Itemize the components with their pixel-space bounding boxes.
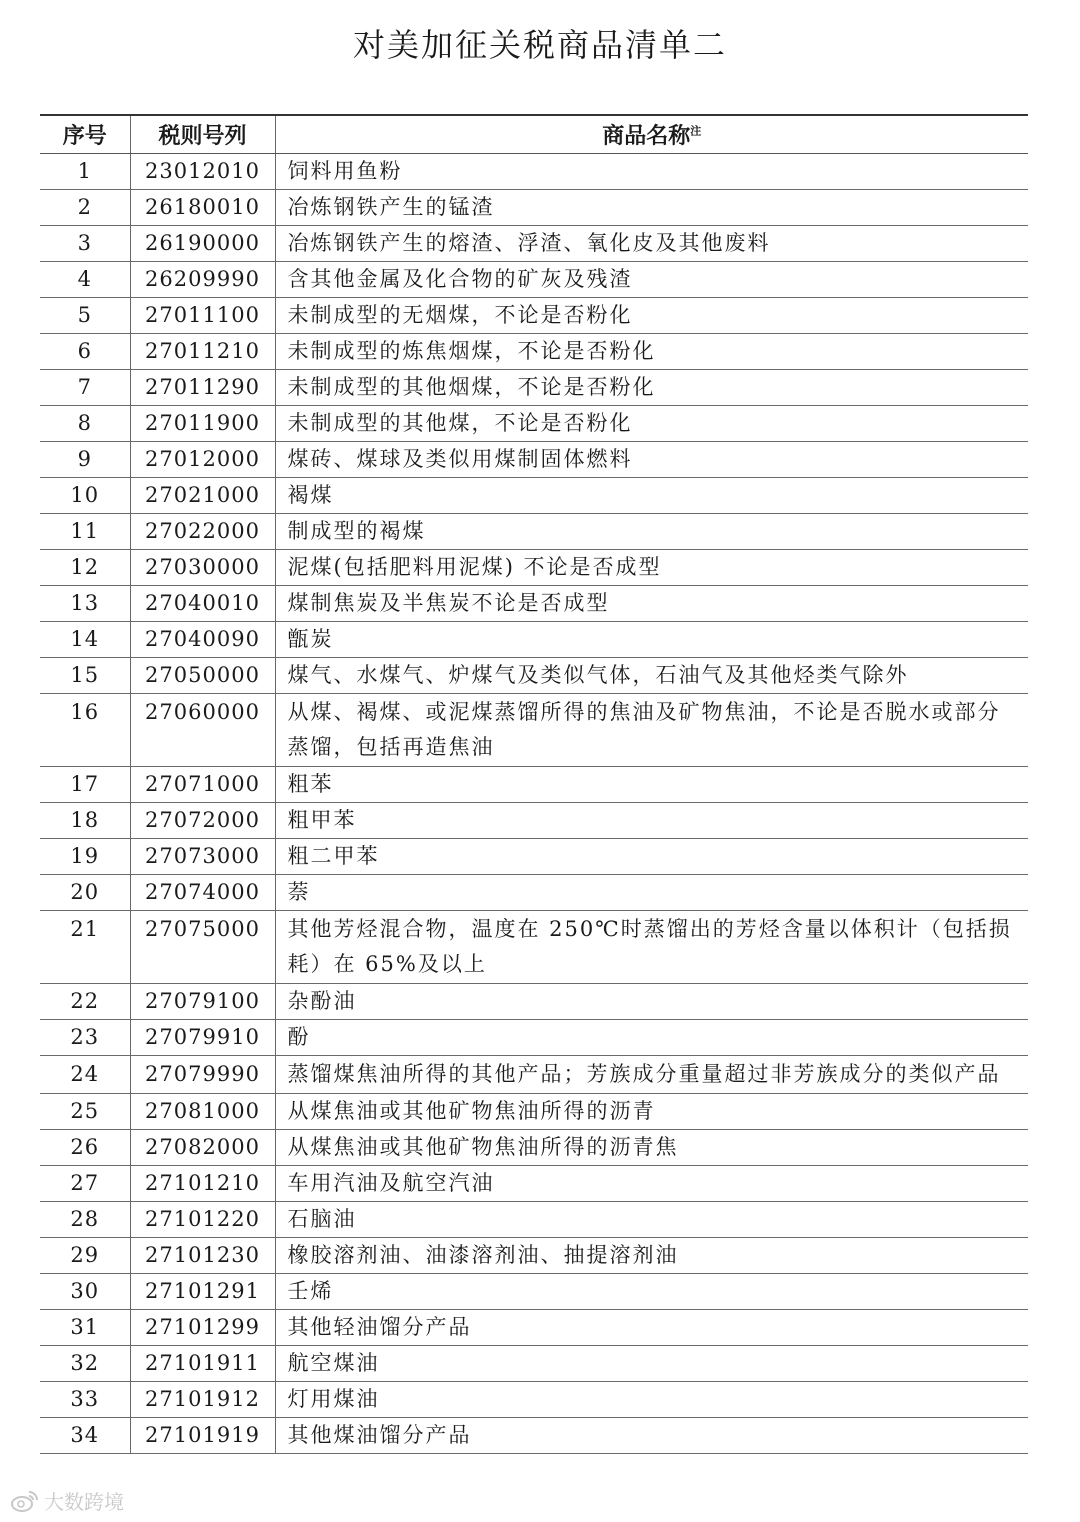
row-tariff-code: 27101911 (130, 1346, 275, 1382)
table-row (40, 694, 1028, 767)
row-product-name: 制成型的褐煤 (275, 514, 1028, 550)
row-product-name: 壬烯 (275, 1274, 1028, 1310)
table-row (40, 1382, 1028, 1418)
row-tariff-code: 27079100 (130, 984, 275, 1020)
row-product-name: 其他煤油馏分产品 (275, 1418, 1028, 1454)
table-row (40, 1020, 1028, 1056)
row-serial-number: 15 (40, 658, 130, 694)
table-row (40, 1418, 1028, 1454)
row-serial-number: 28 (40, 1202, 130, 1238)
row-tariff-code: 27021000 (130, 478, 275, 514)
row-serial-number: 9 (40, 442, 130, 478)
row-tariff-code: 27011900 (130, 406, 275, 442)
table-row (40, 1274, 1028, 1310)
row-serial-number: 19 (40, 839, 130, 875)
row-product-name: 未制成型的炼焦烟煤，不论是否粉化 (275, 334, 1028, 370)
table-row (40, 478, 1028, 514)
header-tariff-code: 税则号列 (130, 115, 275, 154)
row-tariff-code: 27040010 (130, 586, 275, 622)
row-serial-number: 6 (40, 334, 130, 370)
row-tariff-code: 27073000 (130, 839, 275, 875)
table-row (40, 1094, 1028, 1130)
table-row (40, 984, 1028, 1020)
row-tariff-code: 27101220 (130, 1202, 275, 1238)
row-product-name: 粗二甲苯 (275, 839, 1028, 875)
table-row (40, 370, 1028, 406)
row-product-name: 其他轻油馏分产品 (275, 1310, 1028, 1346)
row-tariff-code: 27079910 (130, 1020, 275, 1056)
page-title: 对美加征关税商品清单二 (352, 26, 727, 64)
row-tariff-code: 27071000 (130, 767, 275, 803)
table-row (40, 1202, 1028, 1238)
row-tariff-code: 27101210 (130, 1166, 275, 1202)
row-serial-number: 33 (40, 1382, 130, 1418)
row-serial-number: 18 (40, 803, 130, 839)
table-row (40, 406, 1028, 442)
row-serial-number: 22 (40, 984, 130, 1020)
row-serial-number: 4 (40, 262, 130, 298)
table-row (40, 1130, 1028, 1166)
row-tariff-code: 27081000 (130, 1094, 275, 1130)
watermark (10, 1486, 124, 1515)
row-serial-number: 12 (40, 550, 130, 586)
row-serial-number: 23 (40, 1020, 130, 1056)
header-product-name: 商品名称$^注$ (275, 115, 1028, 154)
table-row (40, 875, 1028, 911)
row-serial-number: 1 (40, 154, 130, 190)
row-tariff-code: 27082000 (130, 1130, 275, 1166)
table-row (40, 226, 1028, 262)
row-serial-number: 29 (40, 1238, 130, 1274)
row-serial-number: 25 (40, 1094, 130, 1130)
header-note-mark: 注 (690, 124, 702, 138)
table-row (40, 442, 1028, 478)
row-tariff-code: 27060000 (130, 694, 275, 767)
row-product-name: 饲料用鱼粉 (275, 154, 1028, 190)
row-product-name: 萘 (275, 875, 1028, 911)
row-tariff-code: 26190000 (130, 226, 275, 262)
row-product-name: 未制成型的无烟煤，不论是否粉化 (275, 298, 1028, 334)
table-row (40, 1346, 1028, 1382)
row-serial-number: 17 (40, 767, 130, 803)
table-row (40, 1056, 1028, 1094)
table-row (40, 334, 1028, 370)
row-product-name: 杂酚油 (275, 984, 1028, 1020)
table-body (40, 154, 1028, 1454)
row-tariff-code: 27101291 (130, 1274, 275, 1310)
row-product-name: 褐煤 (275, 478, 1028, 514)
row-product-name: 从煤焦油或其他矿物焦油所得的沥青焦 (275, 1130, 1028, 1166)
row-tariff-code: 27072000 (130, 803, 275, 839)
table-row (40, 154, 1028, 190)
table-row (40, 586, 1028, 622)
row-serial-number: 11 (40, 514, 130, 550)
row-tariff-code: 27011210 (130, 334, 275, 370)
row-tariff-code: 27022000 (130, 514, 275, 550)
header-serial-number: 序号 (40, 115, 130, 154)
row-serial-number: 13 (40, 586, 130, 622)
table-row (40, 262, 1028, 298)
row-serial-number: 24 (40, 1056, 130, 1094)
row-tariff-code: 27101299 (130, 1310, 275, 1346)
row-serial-number: 10 (40, 478, 130, 514)
row-tariff-code: 27075000 (130, 911, 275, 984)
table-row (40, 550, 1028, 586)
row-tariff-code: 26209990 (130, 262, 275, 298)
row-tariff-code: 27101230 (130, 1238, 275, 1274)
table-row (40, 622, 1028, 658)
row-tariff-code: 27101919 (130, 1418, 275, 1454)
row-serial-number: 8 (40, 406, 130, 442)
row-product-name: 航空煤油 (275, 1346, 1028, 1382)
table-row (40, 190, 1028, 226)
row-serial-number: 30 (40, 1274, 130, 1310)
row-product-name: 煤制焦炭及半焦炭不论是否成型 (275, 586, 1028, 622)
row-tariff-code: 27011100 (130, 298, 275, 334)
row-tariff-code: 27012000 (130, 442, 275, 478)
table-row (40, 911, 1028, 984)
row-product-name: 从煤、褐煤、或泥煤蒸馏所得的焦油及矿物焦油，不论是否脱水或部分蒸馏，包括再造焦油 (275, 694, 1028, 767)
row-serial-number: 3 (40, 226, 130, 262)
row-product-name: 蒸馏煤焦油所得的其他产品；芳族成分重量超过非芳族成分的类似产品 (275, 1056, 1028, 1094)
table-row (40, 298, 1028, 334)
row-product-name: 未制成型的其他烟煤，不论是否粉化 (275, 370, 1028, 406)
row-serial-number: 27 (40, 1166, 130, 1202)
row-tariff-code: 26180010 (130, 190, 275, 226)
row-tariff-code: 27050000 (130, 658, 275, 694)
row-product-name: 其他芳烃混合物，温度在 250℃时蒸馏出的芳烃含量以体积计（包括损耗）在 65%及以上 (275, 911, 1028, 984)
row-product-name: 煤气、水煤气、炉煤气及类似气体，石油气及其他烃类气除外 (275, 658, 1028, 694)
table-row (40, 1310, 1028, 1346)
table-row (40, 767, 1028, 803)
watermark-text: 大数跨境 (44, 1490, 124, 1514)
row-product-name: 冶炼钢铁产生的熔渣、浮渣、氧化皮及其他废料 (275, 226, 1028, 262)
row-tariff-code: 27011290 (130, 370, 275, 406)
row-tariff-code: 27079990 (130, 1056, 275, 1094)
table-row (40, 839, 1028, 875)
row-product-name: 未制成型的其他煤，不论是否粉化 (275, 406, 1028, 442)
table-row (40, 658, 1028, 694)
row-serial-number: 16 (40, 694, 130, 767)
row-serial-number: 5 (40, 298, 130, 334)
row-serial-number: 34 (40, 1418, 130, 1454)
row-serial-number: 7 (40, 370, 130, 406)
row-tariff-code: 27040090 (130, 622, 275, 658)
table-header-row (40, 115, 1028, 154)
row-product-name: 含其他金属及化合物的矿灰及残渣 (275, 262, 1028, 298)
table-row (40, 803, 1028, 839)
row-product-name: 冶炼钢铁产生的锰渣 (275, 190, 1028, 226)
row-tariff-code: 27074000 (130, 875, 275, 911)
row-serial-number: 14 (40, 622, 130, 658)
table-row (40, 1238, 1028, 1274)
row-product-name: 煤砖、煤球及类似用煤制固体燃料 (275, 442, 1028, 478)
row-serial-number: 32 (40, 1346, 130, 1382)
row-product-name: 灯用煤油 (275, 1382, 1028, 1418)
row-serial-number: 2 (40, 190, 130, 226)
table-row (40, 514, 1028, 550)
weibo-logo-icon (10, 1489, 40, 1513)
row-product-name: 石脑油 (275, 1202, 1028, 1238)
row-product-name: 从煤焦油或其他矿物焦油所得的沥青 (275, 1094, 1028, 1130)
row-product-name: 泥煤(包括肥料用泥煤) 不论是否成型 (275, 550, 1028, 586)
table-row (40, 1166, 1028, 1202)
row-tariff-code: 23012010 (130, 154, 275, 190)
tariff-goods-table (40, 114, 1028, 1454)
row-product-name: 酚 (275, 1020, 1028, 1056)
row-product-name: 橡胶溶剂油、油漆溶剂油、抽提溶剂油 (275, 1238, 1028, 1274)
row-serial-number: 31 (40, 1310, 130, 1346)
row-product-name: 甑炭 (275, 622, 1028, 658)
row-serial-number: 26 (40, 1130, 130, 1166)
row-product-name: 车用汽油及航空汽油 (275, 1166, 1028, 1202)
row-tariff-code: 27030000 (130, 550, 275, 586)
row-tariff-code: 27101912 (130, 1382, 275, 1418)
row-serial-number: 21 (40, 911, 130, 984)
row-serial-number: 20 (40, 875, 130, 911)
row-product-name: 粗苯 (275, 767, 1028, 803)
row-product-name: 粗甲苯 (275, 803, 1028, 839)
